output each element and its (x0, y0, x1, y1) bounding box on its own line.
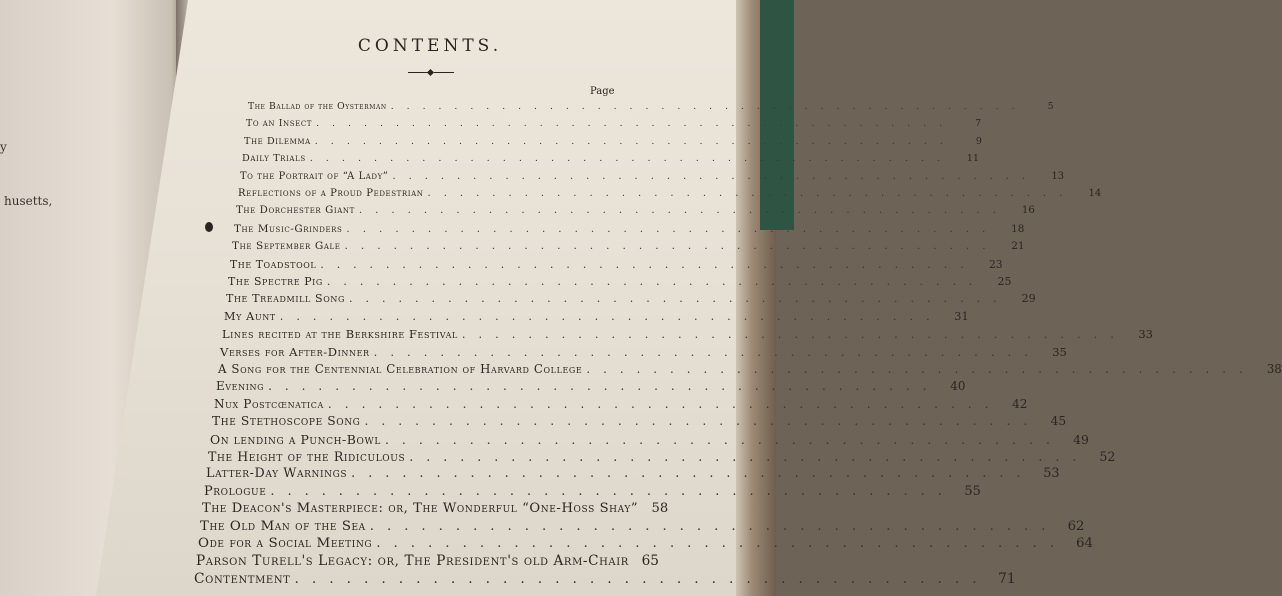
leader-dots: ........................................ (384, 431, 1063, 447)
toc-entry-page: 71 (998, 570, 1016, 587)
leader-dots: ........................................ (326, 275, 986, 288)
toc-entry-page: 52 (1099, 449, 1116, 464)
toc-entry-page: 42 (1012, 396, 1028, 411)
toc-entry-title: Prologue (204, 483, 267, 499)
toc-entry (238, 188, 1102, 204)
toc-entry-title: Lines recited at the Berkshire Festival (222, 327, 458, 342)
leader-dots: ........................................ (346, 222, 999, 235)
toc-entry-title: Verses for After-Dinner (220, 344, 370, 359)
toc-entry (218, 362, 1282, 378)
toc-entry-page: 29 (1021, 292, 1036, 306)
leader-dots: ........................................ (392, 170, 1039, 182)
toc-entry-title: To the Portrait of “A Lady” (240, 170, 389, 182)
toc-entry-page: 55 (964, 483, 981, 499)
toc-entry-title: Parson Turell's Legacy: or, The President's old Arm-Chair (196, 553, 629, 570)
toc-entry-page: 58 (651, 501, 669, 517)
toc-entry (202, 501, 669, 517)
toc-entry (248, 101, 1054, 117)
leader-dots: ........................................ (390, 101, 1028, 112)
toc-entry-page: 11 (966, 153, 980, 165)
toc-entry (234, 222, 1025, 239)
toc-entry (244, 135, 982, 152)
toc-entry-title: Nux Postcœnatica (214, 396, 324, 411)
toc-entry (216, 379, 966, 395)
toc-entry (220, 344, 1067, 361)
toc-entry-title: The Old Man of the Sea (200, 518, 366, 534)
toc-entry-page: 38 (1266, 362, 1282, 376)
leader-dots: ........................................ (270, 483, 955, 499)
toc-entry (230, 257, 1003, 274)
leader-dots: ........................................ (369, 518, 1059, 534)
toc-entry (240, 170, 1065, 187)
toc-entry (194, 570, 1016, 587)
toc-entry-page: 16 (1021, 205, 1035, 217)
page-column-header: Page (590, 86, 615, 97)
toc-entry-page: 18 (1011, 222, 1025, 235)
toc-entry-page: 5 (1047, 101, 1054, 112)
toc-entry (212, 414, 1067, 430)
toc-entry-title: The Treadmill Song (226, 292, 345, 306)
leader-dots: ........................................ (316, 118, 956, 130)
toc-entry-page: 14 (1088, 188, 1102, 199)
toc-entry-title: Latter-Day Warnings (206, 466, 348, 482)
toc-entry-title: A Song for the Centennial Celebration of Harvard College (218, 362, 583, 376)
toc-entry (246, 118, 982, 134)
toc-entry (228, 275, 1012, 291)
ink-smudge (205, 222, 213, 232)
toc-entry (242, 153, 980, 169)
toc-entry-title: The Stethoscope Song (212, 414, 361, 429)
toc-entry-page: 62 (1067, 518, 1085, 534)
leader-dots: ........................................ (351, 466, 1034, 482)
toc-entry (224, 309, 969, 326)
leader-dots: ........................................ (268, 379, 940, 394)
toc-entry (200, 518, 1085, 535)
ornament-divider-icon (408, 70, 454, 76)
leader-dots: ........................................ (294, 570, 990, 587)
leader-dots: ........................................ (427, 188, 1076, 199)
toc-entry-page: 35 (1052, 344, 1067, 359)
toc-entry-page: 9 (975, 135, 982, 147)
toc-entry (204, 483, 981, 500)
contents-title: CONTENTS. (357, 36, 503, 56)
toc-entry-page: 21 (1011, 240, 1025, 253)
toc-entry-page: 53 (1043, 466, 1060, 482)
toc-entry-title: The Music-Grinders (234, 222, 343, 235)
toc-entry (210, 431, 1089, 448)
toc-entry (208, 449, 1116, 465)
toc-entry-page: 65 (641, 553, 659, 570)
toc-entry-title: Daily Trials (242, 153, 306, 165)
toc-entry-page: 23 (988, 257, 1003, 271)
toc-entry (196, 553, 659, 570)
toc-entry-page: 31 (954, 309, 969, 323)
toc-entry-title: The Deacon's Masterpiece: or, The Wonderful “One-Hoss Shay” (202, 501, 639, 517)
leader-dots: ........................................ (309, 153, 954, 165)
leader-dots: ........................................ (461, 327, 1127, 342)
toc-entry (214, 396, 1028, 413)
toc-entry-page: 33 (1138, 327, 1153, 342)
toc-entry-page: 45 (1050, 414, 1067, 429)
toc-entry-page: 25 (997, 275, 1012, 288)
toc-entry-page: 7 (975, 118, 982, 130)
toc-entry (226, 292, 1036, 308)
toc-entry (232, 240, 1025, 256)
toc-entry-title: Evening (216, 379, 265, 394)
toc-entry (236, 205, 1035, 221)
leader-dots: ........................................ (364, 414, 1041, 429)
toc-entry-title: The Height of the Ridiculous (208, 449, 406, 464)
leader-dots: ........................................ (358, 205, 1009, 217)
leader-dots: ........................................ (314, 135, 956, 147)
toc-entry-title: The Ballad of the Oysterman (248, 101, 387, 112)
toc-entry-title: The Dilemma (244, 135, 311, 147)
toc-entry-title: Contentment (194, 570, 291, 587)
leader-dots: ........................................ (373, 344, 1041, 359)
left-page-fragment: y (0, 140, 7, 154)
toc-entry-title: My Aunt (224, 309, 276, 323)
toc-entry-page: 40 (950, 379, 966, 394)
leader-dots: ........................................ (348, 292, 1010, 306)
toc-entry-page: 49 (1073, 431, 1089, 447)
toc-entry-title: To an Insect (246, 118, 313, 130)
leader-dots: ........................................ (586, 362, 1256, 376)
toc-entry (222, 327, 1153, 343)
leader-dots: ........................................ (320, 257, 977, 271)
leader-dots: ........................................ (409, 449, 1090, 464)
toc-entry-title: Ode for a Social Meeting (198, 536, 373, 551)
leader-dots: ........................................ (327, 396, 1002, 411)
toc-entry-title: The Dorchester Giant (236, 205, 355, 217)
toc-entry-title: Reflections of a Proud Pedestrian (238, 188, 424, 199)
toc-entry-title: The Spectre Pig (228, 275, 323, 288)
toc-entry (206, 466, 1060, 482)
leader-dots: ........................................ (376, 536, 1068, 551)
toc-entry-page: 64 (1075, 536, 1094, 551)
toc-entry-page: 13 (1051, 170, 1065, 182)
toc-entry-title: On lending a Punch-Bowl (210, 431, 381, 447)
leader-dots: ........................................ (344, 240, 999, 253)
toc-entry-title: The September Gale (232, 240, 341, 253)
leader-dots: ........................................ (279, 309, 943, 323)
toc-entry (198, 536, 1094, 552)
left-page-fragment: husetts, (4, 194, 53, 208)
toc-entry-title: The Toadstool (230, 257, 317, 271)
